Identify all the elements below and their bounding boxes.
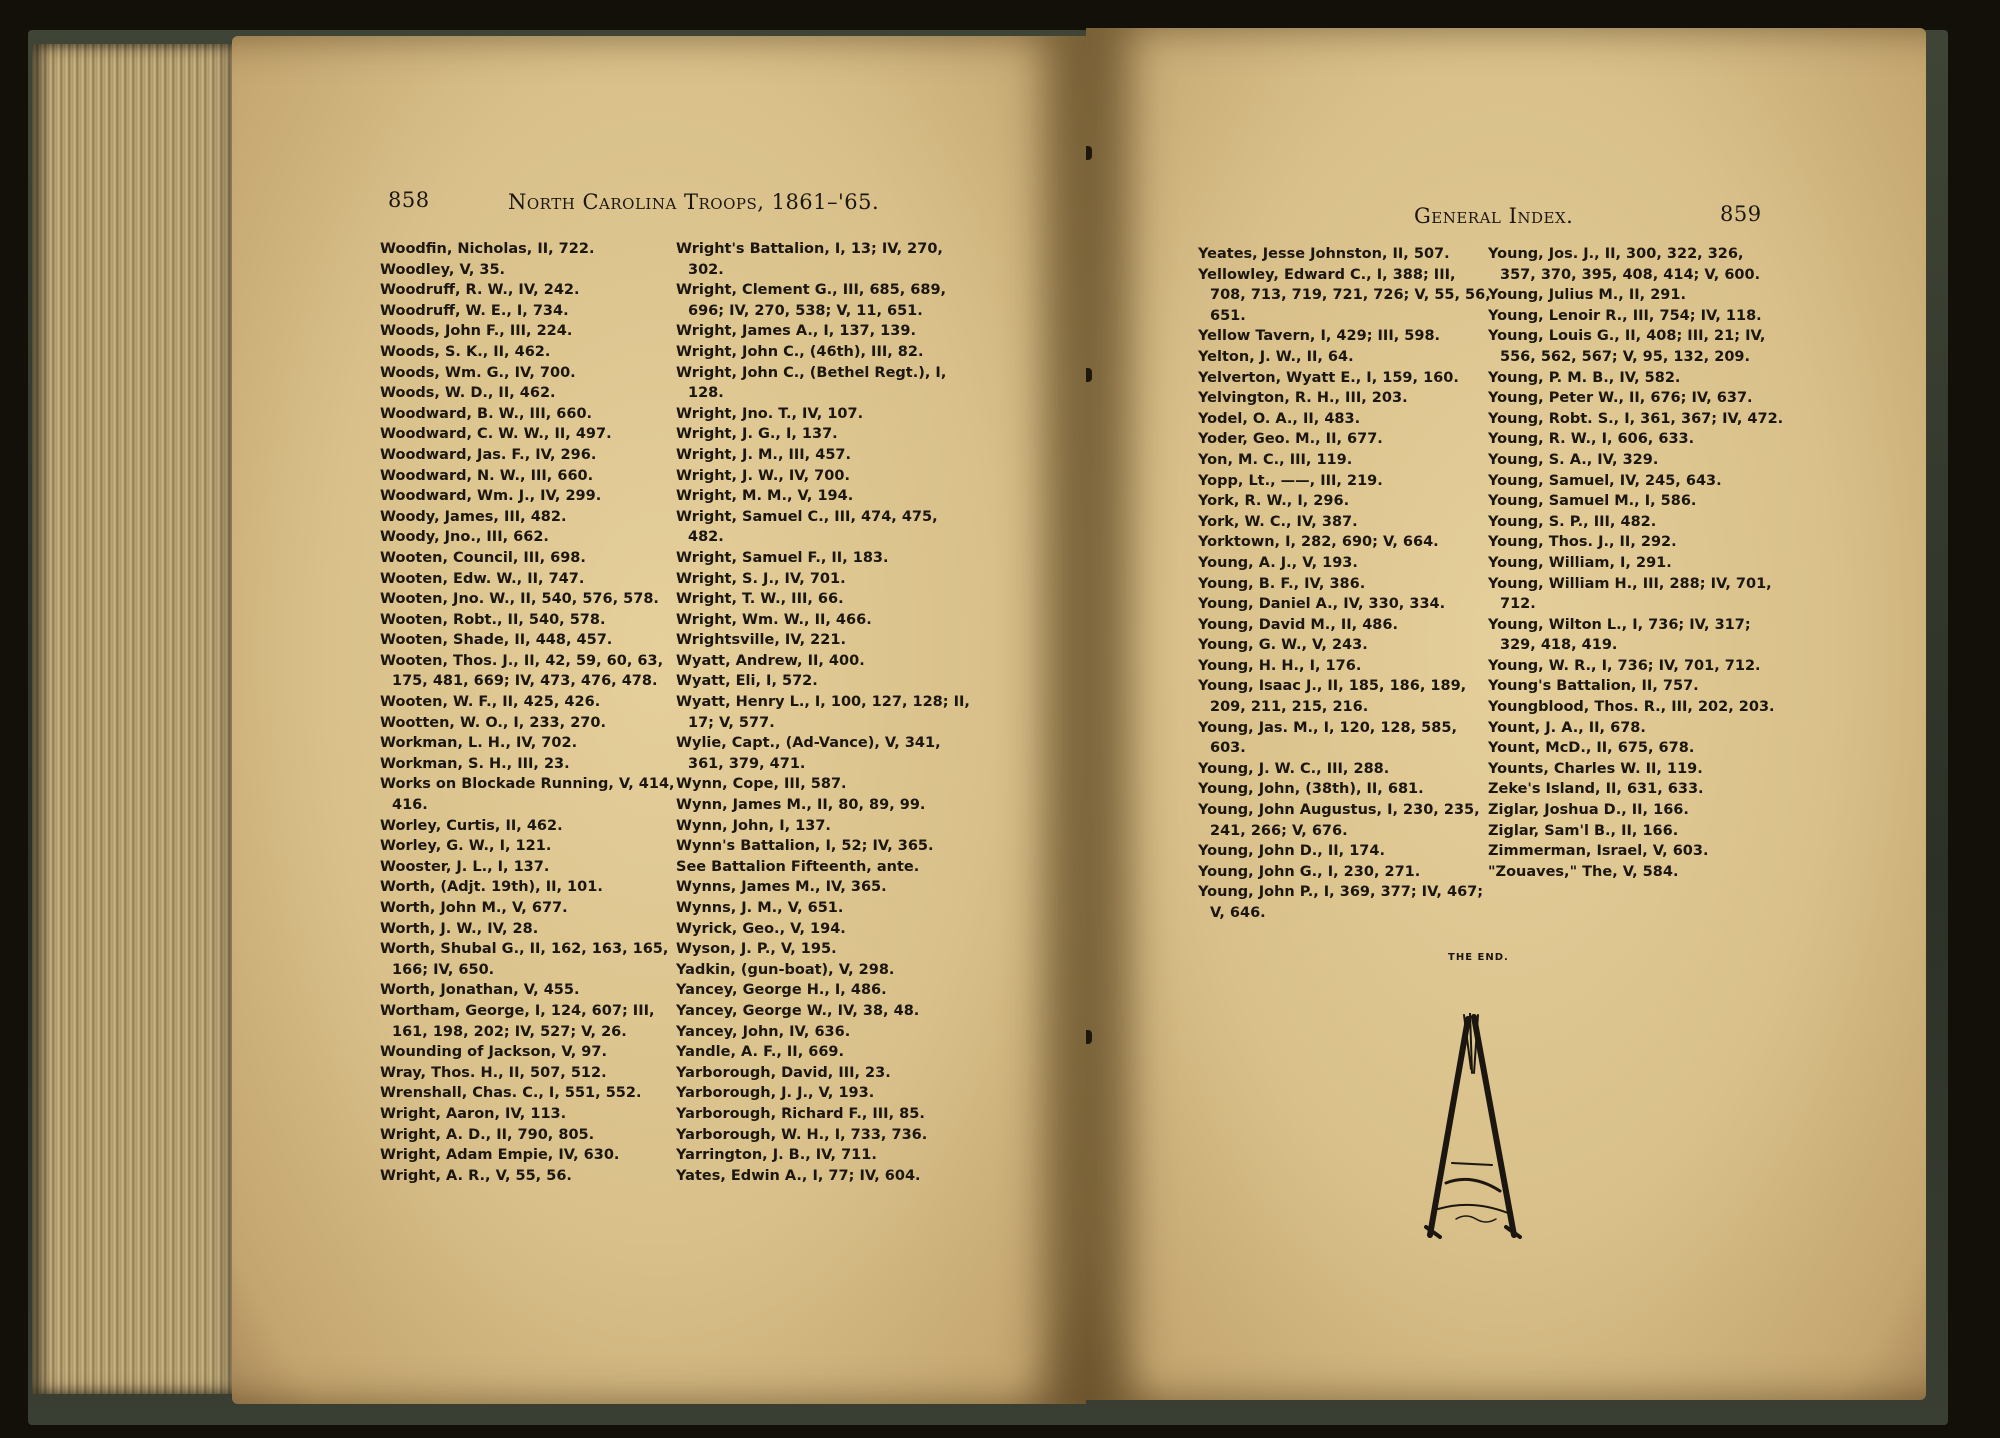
- index-entry: See Battalion Fifteenth, ante.: [676, 858, 920, 875]
- index-entry: Young, Isaac J., II, 185, 186, 189, 209, 211, 215, 216.: [1198, 678, 1467, 716]
- index-entry: Wyatt, Eli, I, 572.: [676, 673, 818, 690]
- index-entry: Wright, A. D., II, 790, 805.: [380, 1126, 595, 1143]
- index-entry: Young, Samuel, IV, 245, 643.: [1488, 472, 1722, 489]
- index-entry: Worth, J. W., IV, 28.: [380, 920, 539, 937]
- index-entry: Wright's Battalion, I, 13; IV, 270, 302.: [676, 241, 943, 278]
- index-entry: Wright, Adam Empie, IV, 630.: [380, 1147, 620, 1164]
- index-entry: Wootten, W. O., I, 233, 270.: [380, 714, 606, 731]
- index-entry: Young, Daniel A., IV, 330, 334.: [1198, 596, 1446, 613]
- index-entry: Wright, John C., (Bethel Regt.), I, 128.: [676, 364, 947, 402]
- index-entry: Woods, John F., III, 224.: [380, 323, 573, 340]
- index-entry: Young, Robt. S., I, 361, 367; IV, 472.: [1488, 410, 1784, 427]
- index-entry: Wright, Clement G., III, 685, 689, 696; IV, 270, 538; V, 11, 651.: [676, 282, 947, 319]
- index-entry: Yelvington, R. H., III, 203.: [1198, 390, 1408, 407]
- index-entry: Young, Jas. M., I, 120, 128, 585, 603.: [1198, 719, 1457, 757]
- index-entry: Woodward, N. W., III, 660.: [380, 467, 594, 484]
- index-entry: Wyatt, Henry L., I, 100, 127, 128; II, 17; V, 577.: [676, 694, 970, 731]
- stacked-rifles-ornament: [1416, 1013, 1536, 1243]
- index-entry: Young, Lenoir R., III, 754; IV, 118.: [1488, 307, 1762, 324]
- index-entry: Wooster, J. L., I, 137.: [380, 858, 550, 875]
- page-number-left: 858: [388, 188, 430, 212]
- index-entry: Young, S. P., III, 482.: [1488, 513, 1657, 530]
- index-entry: Wright, T. W., III, 66.: [676, 591, 844, 608]
- index-entry: Young, J. W. C., III, 288.: [1198, 760, 1390, 777]
- index-entry: Yopp, Lt., ——, III, 219.: [1198, 472, 1383, 489]
- index-entry: Wooten, Jno. W., II, 540, 576, 578.: [380, 591, 659, 608]
- index-entry: Woodward, Wm. J., IV, 299.: [380, 488, 602, 505]
- index-entry: Worth, Jonathan, V, 455.: [380, 982, 580, 999]
- index-entry: Woody, Jno., III, 662.: [380, 529, 549, 546]
- index-entry: Yeates, Jesse Johnston, II, 507.: [1198, 246, 1450, 262]
- index-entry: Young, G. W., V, 243.: [1198, 637, 1368, 654]
- index-entry: Young, Julius M., II, 291.: [1488, 287, 1686, 304]
- index-entry: Young, John D., II, 174.: [1198, 843, 1385, 860]
- index-entry: Young, David M., II, 486.: [1198, 616, 1398, 633]
- index-entry: Wright, A. R., V, 55, 56.: [380, 1167, 572, 1184]
- index-entry: Woody, James, III, 482.: [380, 508, 567, 525]
- index-entry: Workman, L. H., IV, 702.: [380, 735, 578, 752]
- index-entry: Young, R. W., I, 606, 633.: [1488, 431, 1695, 448]
- index-entry: Yancey, John, IV, 636.: [676, 1023, 851, 1040]
- index-entry: Yellow Tavern, I, 429; III, 598.: [1198, 328, 1441, 345]
- index-entry: Woodward, C. W. W., II, 497.: [380, 426, 612, 443]
- index-entry: Wray, Thos. H., II, 507, 512.: [380, 1064, 607, 1081]
- index-entry: Yorktown, I, 282, 690; V, 664.: [1198, 534, 1439, 551]
- index-entry: Wright, Samuel C., III, 474, 475, 482.: [676, 508, 938, 546]
- index-entry: Young, John G., I, 230, 271.: [1198, 863, 1421, 880]
- index-entry: Wooten, Edw. W., II, 747.: [380, 570, 585, 587]
- index-entry: Yarborough, Richard F., III, 85.: [676, 1105, 925, 1122]
- left-page: [232, 36, 1086, 1404]
- index-entry: Wright, James A., I, 137, 139.: [676, 323, 916, 340]
- index-entry: Yellowley, Edward C., I, 388; III, 708, 713, 719, 721, 726; V, 55, 56, 651.: [1198, 266, 1491, 324]
- index-column-2: [676, 239, 978, 1186]
- index-entry: Wynn, James M., II, 80, 89, 99.: [676, 797, 926, 814]
- index-entry: Wynn, John, I, 137.: [676, 817, 831, 834]
- index-entry: Yarborough, David, III, 23.: [676, 1064, 891, 1081]
- index-entry: Yarborough, W. H., I, 733, 736.: [676, 1126, 928, 1143]
- index-entry: York, W. C., IV, 387.: [1198, 513, 1358, 530]
- index-entry: Young, William H., III, 288; IV, 701, 712.: [1488, 575, 1772, 613]
- index-entry: Wounding of Jackson, V, 97.: [380, 1044, 607, 1061]
- index-entry: Yarrington, J. B., IV, 711.: [676, 1147, 877, 1164]
- index-entry: Young, S. A., IV, 329.: [1488, 451, 1659, 468]
- index-entry: Wright, J. G., I, 137.: [676, 426, 838, 443]
- index-entry: Wortham, George, I, 124, 607; III, 161, 198, 202; IV, 527; V, 26.: [380, 1002, 655, 1040]
- index-entry: Young, Thos. J., II, 292.: [1488, 534, 1677, 551]
- index-entry: Yarborough, J. J., V, 193.: [676, 1085, 875, 1102]
- binding-hole: [1086, 146, 1092, 160]
- index-entry: Young, John P., I, 369, 377; IV, 467; V, 646.: [1198, 884, 1484, 921]
- index-entry: Zimmerman, Israel, V, 603.: [1488, 843, 1709, 860]
- index-entry: Young, Jos. J., II, 300, 322, 326, 357, 370, 395, 408, 414; V, 600.: [1488, 246, 1761, 283]
- index-entry: Woods, W. D., II, 462.: [380, 385, 556, 402]
- index-entry: Works on Blockade Running, V, 414, 416.: [380, 776, 675, 814]
- binding-hole: [1086, 368, 1092, 382]
- index-entry: Young, H. H., I, 176.: [1198, 657, 1362, 674]
- index-entry: Wynn, Cope, III, 587.: [676, 776, 847, 793]
- index-entry: Woodley, V, 35.: [380, 261, 506, 278]
- index-entry: Yancey, George H., I, 486.: [676, 982, 887, 999]
- running-head-left: North Carolina Troops, 1861–'65.: [508, 190, 880, 214]
- right-page: [1086, 28, 1926, 1400]
- index-entry: Wooten, Robt., II, 540, 578.: [380, 611, 606, 628]
- index-entry: Wynns, James M., IV, 365.: [676, 879, 887, 896]
- index-entry: Young, Samuel M., I, 586.: [1488, 493, 1697, 510]
- index-entry: Young, Wilton L., I, 736; IV, 317; 329, 418, 419.: [1488, 616, 1751, 654]
- index-column-3: [1198, 244, 1494, 924]
- binding-hole: [1086, 1030, 1092, 1044]
- index-entry: Woodward, B. W., III, 660.: [380, 405, 593, 422]
- index-entry: Wooten, Shade, II, 448, 457.: [380, 632, 613, 649]
- index-entry: Wright, Aaron, IV, 113.: [380, 1105, 567, 1122]
- index-entry: Young, A. J., V, 193.: [1198, 554, 1358, 571]
- index-entry: Ziglar, Sam'l B., II, 166.: [1488, 822, 1679, 839]
- index-entry: Young's Battalion, II, 757.: [1488, 678, 1699, 695]
- index-entry: Wooten, Council, III, 698.: [380, 549, 586, 566]
- index-entry: Wooten, Thos. J., II, 42, 59, 60, 63, 175, 481, 669; IV, 473, 476, 478.: [380, 652, 664, 690]
- index-entry: Wright, Samuel F., II, 183.: [676, 549, 889, 566]
- index-entry: Young, W. R., I, 736; IV, 701, 712.: [1488, 657, 1761, 674]
- index-entry: Wooten, W. F., II, 425, 426.: [380, 694, 601, 711]
- index-entry: Wyatt, Andrew, II, 400.: [676, 652, 865, 669]
- index-entry: Yandle, A. F., II, 669.: [676, 1044, 845, 1061]
- index-entry: Wright, John C., (46th), III, 82.: [676, 343, 924, 360]
- index-entry: Wright, J. M., III, 457.: [676, 446, 852, 463]
- index-entry: Wynn's Battalion, I, 52; IV, 365.: [676, 838, 934, 855]
- index-entry: Young, William, I, 291.: [1488, 554, 1672, 571]
- the-end-label: THE END.: [1448, 952, 1509, 963]
- index-entry: Yount, McD., II, 675, 678.: [1488, 740, 1695, 757]
- index-entry: Wyrick, Geo., V, 194.: [676, 920, 846, 937]
- index-entry: Woodruff, W. E., I, 734.: [380, 302, 569, 319]
- index-entry: Wright, Jno. T., IV, 107.: [676, 405, 864, 422]
- index-entry: Young, John, (38th), II, 681.: [1198, 781, 1424, 798]
- index-entry: Young, B. F., IV, 386.: [1198, 575, 1366, 592]
- index-entry: Wright, M. M., V, 194.: [676, 488, 854, 505]
- index-entry: Yon, M. C., III, 119.: [1198, 451, 1353, 468]
- index-entry: Wyson, J. P., V, 195.: [676, 941, 837, 958]
- page-number-right: 859: [1720, 202, 1762, 226]
- index-entry: Woodfin, Nicholas, II, 722.: [380, 241, 595, 257]
- index-entry: Young, Peter W., II, 676; IV, 637.: [1488, 390, 1753, 407]
- index-entry: Yadkin, (gun-boat), V, 298.: [676, 961, 895, 978]
- page-edges: [32, 44, 242, 1394]
- index-entry: Young, John Augustus, I, 230, 235, 241, 266; V, 676.: [1198, 802, 1480, 839]
- index-entry: Wright, J. W., IV, 700.: [676, 467, 850, 484]
- index-entry: Woods, S. K., II, 462.: [380, 343, 551, 360]
- index-entry: Young, P. M. B., IV, 582.: [1488, 369, 1681, 386]
- index-entry: Wrenshall, Chas. C., I, 551, 552.: [380, 1085, 642, 1102]
- index-entry: Workman, S. H., III, 23.: [380, 755, 570, 772]
- index-entry: Yount, J. A., II, 678.: [1488, 719, 1646, 736]
- index-entry: Yodel, O. A., II, 483.: [1198, 410, 1361, 427]
- index-entry: Woodward, Jas. F., IV, 296.: [380, 446, 597, 463]
- running-head-right: General Index.: [1414, 204, 1574, 228]
- index-column-4: [1488, 244, 1784, 882]
- index-entry: Young, Louis G., II, 408; III, 21; IV, 556, 562, 567; V, 95, 132, 209.: [1488, 328, 1766, 365]
- index-entry: Yelverton, Wyatt E., I, 159, 160.: [1198, 369, 1459, 386]
- index-entry: Ziglar, Joshua D., II, 166.: [1488, 802, 1689, 819]
- index-entry: Woods, Wm. G., IV, 700.: [380, 364, 576, 381]
- index-entry: "Zouaves," The, V, 584.: [1488, 863, 1679, 880]
- index-entry: Worth, Shubal G., II, 162, 163, 165, 166; IV, 650.: [380, 941, 669, 978]
- index-entry: Yates, Edwin A., I, 77; IV, 604.: [676, 1167, 921, 1184]
- index-entry: Wright, Wm. W., II, 466.: [676, 611, 872, 628]
- index-entry: Wylie, Capt., (Ad-Vance), V, 341, 361, 379, 471.: [676, 735, 941, 772]
- index-column-1: [380, 239, 676, 1186]
- index-entry: Woodruff, R. W., IV, 242.: [380, 282, 580, 299]
- index-entry: Wynns, J. M., V, 651.: [676, 900, 844, 916]
- index-entry: Worley, G. W., I, 121.: [380, 838, 552, 855]
- index-entry: Worth, John M., V, 677.: [380, 900, 568, 916]
- index-entry: Wright, S. J., IV, 701.: [676, 570, 846, 587]
- index-entry: Yelton, J. W., II, 64.: [1198, 348, 1354, 365]
- index-entry: Yoder, Geo. M., II, 677.: [1198, 431, 1383, 448]
- index-entry: York, R. W., I, 296.: [1198, 493, 1350, 510]
- index-entry: Wrightsville, IV, 221.: [676, 632, 846, 649]
- index-entry: Younts, Charles W. II, 119.: [1488, 760, 1703, 777]
- index-entry: Worth, (Adjt. 19th), II, 101.: [380, 879, 603, 896]
- index-entry: Worley, Curtis, II, 462.: [380, 817, 563, 834]
- index-entry: Youngblood, Thos. R., III, 202, 203.: [1488, 699, 1775, 716]
- index-entry: Yancey, George W., IV, 38, 48.: [676, 1002, 920, 1019]
- index-entry: Zeke's Island, II, 631, 633.: [1488, 781, 1704, 798]
